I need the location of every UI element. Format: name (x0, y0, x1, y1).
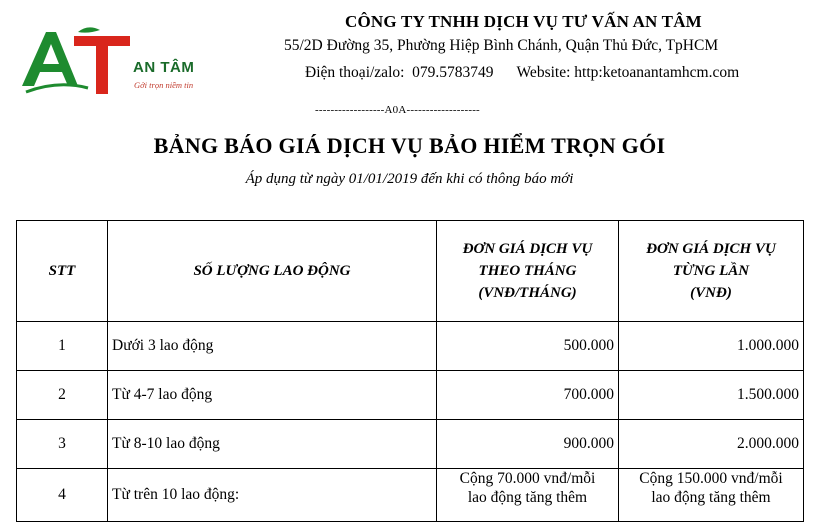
table-row (17, 371, 804, 420)
row-stt: 4 (17, 469, 108, 522)
row-monthly-price: 500.000 (437, 322, 619, 371)
one-time-note-line-1: Cộng 150.000 vnđ/mỗi (639, 470, 783, 487)
company-contact (305, 64, 739, 82)
document-code: ------------------A0A------------------- (315, 104, 480, 116)
row-quantity: Dưới 3 lao động (108, 322, 437, 371)
logo-brand-name: AN TÂM (133, 59, 195, 76)
row-monthly-price-note (437, 469, 619, 522)
row-stt: 1 (17, 322, 108, 371)
row-monthly-price: 900.000 (437, 420, 619, 469)
company-address: 55/2D Đường 35, Phường Hiệp Bình Chánh, Quận Thủ Đức, TpHCM (284, 37, 719, 54)
row-quantity: Từ 4-7 lao động (108, 371, 437, 420)
logo-letter-a-shape (22, 32, 78, 86)
logo-swoosh-shape (26, 85, 88, 92)
header-one-time-line-3: (VNĐ) (690, 285, 732, 301)
row-monthly-price: 700.000 (437, 371, 619, 420)
header-one-time-price (619, 221, 804, 322)
company-logo (18, 22, 228, 102)
document-subtitle: Áp dụng từ ngày 01/01/2019 đến khi có thông báo mới (245, 171, 574, 187)
price-table (16, 220, 804, 522)
monthly-note-line-2: lao động tăng thêm (467, 489, 588, 506)
company-name: CÔNG TY TNHH DỊCH VỤ TƯ VẤN AN TÂM (345, 12, 702, 31)
monthly-note-line-1: Cộng 70.000 vnđ/mỗi (459, 470, 596, 487)
row-quantity: Từ trên 10 lao động: (108, 469, 437, 522)
header-monthly-line-2: THEO THÁNG (478, 263, 577, 279)
row-one-time-price: 1.500.000 (619, 371, 804, 420)
table-row (17, 469, 804, 522)
company-phone: Điện thoại/zalo: 079.5783749 (305, 64, 494, 81)
header-one-time-line-2: TỪNG LẦN (672, 263, 750, 279)
logo-slogan: Gởi trọn niềm tin (134, 80, 194, 90)
header-monthly-price (437, 221, 619, 322)
header-stt: STT (17, 221, 108, 322)
row-one-time-price: 1.000.000 (619, 322, 804, 371)
company-website: Website: http:ketoanantamhcm.com (516, 64, 740, 81)
table-row (17, 322, 804, 371)
table-row (17, 420, 804, 469)
table-header-row (17, 221, 804, 322)
row-one-time-price-note (619, 469, 804, 522)
row-quantity: Từ 8-10 lao động (108, 420, 437, 469)
row-one-time-price: 2.000.000 (619, 420, 804, 469)
document-title: BẢNG BÁO GIÁ DỊCH VỤ BẢO HIỂM TRỌN GÓI (153, 133, 666, 158)
header-monthly-line-1: ĐƠN GIÁ DỊCH VỤ (462, 241, 593, 257)
leaf-icon (78, 27, 100, 32)
header-monthly-line-3: (VNĐ/THÁNG) (478, 285, 577, 301)
header-one-time-line-1: ĐƠN GIÁ DỊCH VỤ (646, 241, 776, 257)
one-time-note-line-2: lao động tăng thêm (651, 489, 771, 506)
row-stt: 2 (17, 371, 108, 420)
header-quantity: SỐ LƯỢNG LAO ĐỘNG (108, 221, 437, 322)
row-stt: 3 (17, 420, 108, 469)
